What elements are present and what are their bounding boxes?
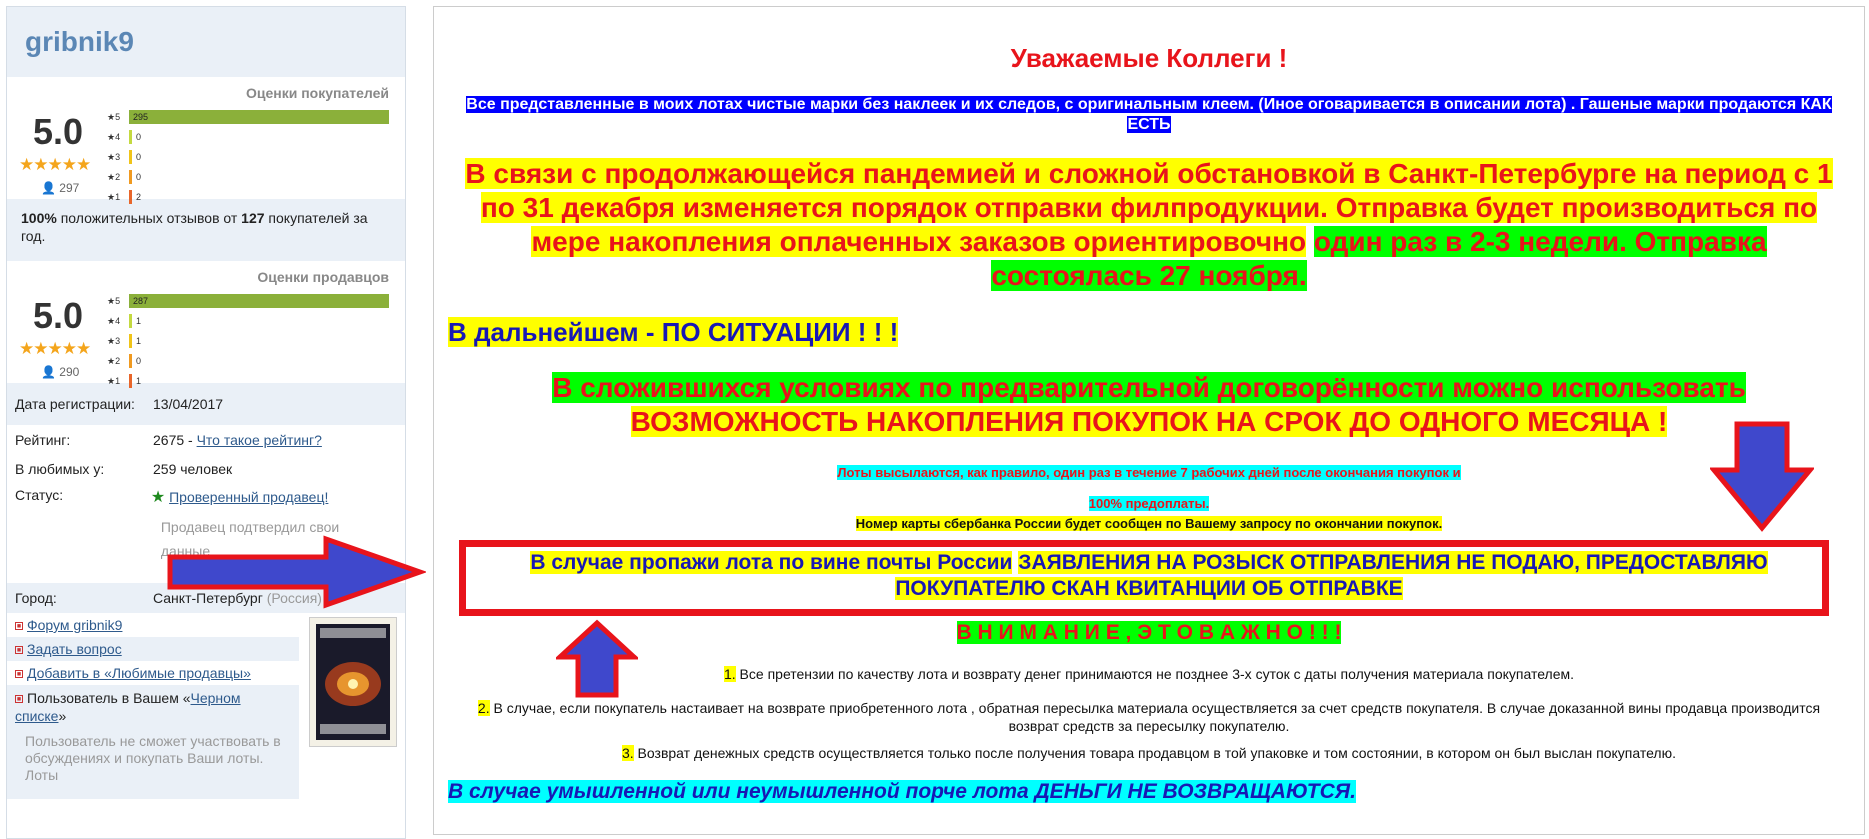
reg-label: Дата регистрации: [15,396,135,412]
buyer-bar-row [107,127,397,147]
city-value: Санкт-Петербург [153,590,263,606]
notice-title: Уважаемые Коллеги ! [1010,43,1288,73]
buyer-bar-fill [129,170,132,184]
seller-bar-row [107,371,397,391]
summary-pct: 100% [21,210,57,226]
forum-link[interactable]: Форум gribnik9 [27,617,123,633]
seller-bar-fill [129,314,132,328]
accumulate-line-2: ВОЗМОЖНОСТЬ НАКОПЛЕНИЯ ПОКУПОК НА СРОК ДО ОДНОГО МЕСЯЦА ! [630,406,1668,437]
seller-count [41,365,79,379]
rule-3-number: 3. [621,745,634,761]
buyer-bar-row [107,147,397,167]
stamp-thumbnail[interactable] [309,617,397,747]
buyer-bar-fill: 295 [129,110,389,124]
buyer-bar-row [107,187,397,207]
seller-bar-value: 1 [136,336,142,346]
summary-end: покупателей за год. [21,210,368,244]
city-country: (Россия) [266,590,322,606]
seller-bar-value: 1 [136,376,142,386]
seller-bar-fill: 287 [129,294,389,308]
summary-count: 127 [241,210,265,226]
seller-notice [433,6,1865,835]
buyer-bar-label: ★4 [107,131,121,142]
fav-value: 259 человек [153,461,233,477]
situation-line [448,317,898,347]
buyer-bar-fill [129,190,132,204]
stamps-notice: Все представленные в моих лотах чистые марки без наклеек и их следов, с оригинальным клеем. (Иное оговаривается в описании лота) . Гашеные марки продаются КАК ЕСТЬ [466,96,1832,133]
seller-rating-block [7,261,405,386]
seller-bar-row [107,291,397,311]
seller-bars [107,291,397,391]
bullet-icon: ■ [16,671,22,679]
attention-wrap [434,621,1864,645]
seller-name[interactable]: gribnik9 [7,7,405,77]
rule-3 [434,745,1864,761]
seller-rating-title: Оценки продавцов [257,269,389,285]
situation-pre: В дальнейшем [448,317,646,347]
seller-bar-fill [129,334,132,348]
buyer-bar-label: ★3 [107,151,121,162]
blacklist-post: » [58,708,67,724]
card-notice: Номер карты сбербанка России будет сообщен по Вашему запросу по окончании покупок. [855,516,1443,531]
buyer-bar-fill [129,150,132,164]
seller-bar-label: ★4 [107,315,121,326]
final-warning-1: В случае умышленной или неумышленной порче лота [448,780,1035,803]
seller-bar-value: 0 [136,356,142,366]
ask-link-row [7,637,299,661]
buyer-score: 5.0 [33,111,84,152]
seller-bar-value: 1 [136,316,142,326]
rule-2 [474,699,1824,735]
seller-stars: ★★★★★ [19,339,91,358]
buyer-count [41,181,79,195]
seller-links [7,613,405,799]
accumulate-notice [448,371,1850,439]
seller-score: 5.0 [33,295,84,336]
blacklist-link[interactable]: Черном списке [15,690,241,724]
pandemic-green: один раз в 2-3 недели. Отправка состоялась 27 ноября. [991,226,1767,291]
seller-count-value: 290 [59,365,80,379]
feedback-summary [7,199,405,261]
seller-bar-row [107,331,397,351]
rating-row [7,425,405,455]
buyer-bar-row [107,167,397,187]
buyer-bar-label: ★2 [107,171,121,182]
seller-bar-fill [129,374,132,388]
situation-notice [448,317,898,348]
rule-3-text: Возврат денежных средств осуществляется только после получения товара продавцом в той упаковке и том состоянии, в котором он был выслан покупателю. [633,745,1676,761]
status-label: Статус: [15,487,64,503]
rating-label: Рейтинг: [15,432,71,448]
lost-parcel-notice [484,550,1814,602]
seller-bar-label: ★5 [107,295,121,306]
add-favorite-link[interactable]: Добавить в «Любимые продавцы» [27,665,251,681]
lost-parcel-line-1: В случае пропажи лота по вине почты России [530,551,1013,574]
bullet-icon: ■ [16,696,22,704]
blacklist-note: Пользователь не сможет участвовать в обсуждениях и покупать Ваши лоты. Лоты [7,729,299,799]
galaxy-stamp-icon [316,624,390,740]
buyer-bar-label: ★5 [107,111,121,122]
final-warning-2: ДЕНЬГИ НЕ ВОЗВРАЩАЮТСЯ. [1034,780,1356,803]
seller-bar-row [107,311,397,331]
arrow-right-icon [166,535,426,609]
status-note-1: Продавец подтвердил свои [160,519,340,535]
verified-seller-link[interactable]: Проверенный продавец! [169,489,329,505]
user-icon: 👤 [41,365,60,379]
lost-parcel-line-2: ЗАЯВЛЕНИЯ НА РОЗЫСК ОТПРАВЛЕНИЯ НЕ ПОДАЮ, ПРЕДОСТАВЛЯЮ ПОКУПАТЕЛЮ СКАН КВИТАНЦИИ ОБ ОТПРАВКЕ [895,551,1768,600]
fav-row [7,455,405,483]
verified-star-icon: ★ [150,489,166,506]
buyer-bar-value: 0 [136,132,142,142]
shipping-line-2: 100% предоплаты. [1088,496,1210,511]
bullet-icon: ■ [16,647,22,655]
seller-bar-row [107,351,397,371]
stamps-notice-wrap [464,95,1834,135]
forum-link-row [7,613,299,637]
buyer-count-value: 297 [59,181,80,195]
shipping-notice [434,457,1864,519]
accumulate-line-1: В сложившихся условиях по предварительной договорённости можно использовать [552,372,1746,403]
arrow-down-icon [1710,420,1814,532]
card-notice-wrap [434,516,1864,531]
buyer-bar-label: ★1 [107,191,121,202]
situation-post: - ПО СИТУАЦИИ ! ! ! [645,317,899,347]
status-note-2: данные. [160,543,215,559]
fav-label: В любимых у: [15,461,105,477]
buyer-bar-row [107,107,397,127]
final-warning [448,780,1356,804]
rule-1-text: Все претензии по качеству лота и возврату денег принимаются не позднее 3-х суток с даты получения материала покупателем. [735,666,1574,682]
rating-value: 2675 - [153,432,197,448]
ask-question-link[interactable]: Задать вопрос [27,641,122,657]
bullet-icon: ■ [16,623,22,631]
buyer-stars: ★★★★★ [19,155,91,174]
seller-bar-label: ★2 [107,355,121,366]
rule-1 [434,666,1864,682]
city-label: Город: [15,590,57,606]
buyer-rating-title: Оценки покупателей [245,85,389,101]
rule-2-text: В случае, если покупатель настаивает на возврате приобретенного лота , обратная пересылка материала осуществляется за счет средств покупателя. В случае доказанной вины продавца производится возврат средств за пересылку покупателю. [489,700,1821,734]
blacklist-row [7,685,299,729]
buyer-bar-fill [129,130,132,144]
favorite-link-row [7,661,299,685]
seller-bar-label: ★3 [107,335,121,346]
buyer-bars [107,107,397,207]
reg-value: 13/04/2017 [153,396,224,412]
seller-bar-label: ★1 [107,375,121,386]
summary-mid: положительных отзывов от [56,210,242,226]
seller-bar-fill [129,354,132,368]
user-icon: 👤 [41,181,60,195]
rating-value-wrap [153,432,322,448]
blacklist-pre: Пользователь в Вашем « [27,690,191,706]
buyer-rating-block [7,77,405,202]
rule-2-number: 2. [477,700,490,716]
arrow-up-icon [556,619,638,699]
buyer-bar-value: 0 [136,172,142,182]
buyer-bar-value: 2 [136,192,142,202]
seller-sidebar [6,6,406,839]
pandemic-main: В связи с продолжающейся пандемией и сложной обстановкой в Санкт-Петербурге на период с 1 по 31 декабря изменяется порядок отправки филпродукции. Отправка будет производиться по мере накопления оплаченных заказов ориентировочно [465,158,1833,257]
final-warning-line [448,780,1356,803]
pandemic-notice [448,157,1850,293]
rating-help-link[interactable]: Что такое рейтинг? [196,432,322,448]
shipping-line-1: Лоты высылаются, как правило, один раз в течение 7 рабочих дней после окончания покупок и [837,465,1461,480]
attention-banner: В Н И М А Н И Е , Э Т О В А Ж Н О ! ! ! [956,621,1342,644]
buyer-bar-value: 0 [136,152,142,162]
rule-1-number: 1. [723,666,736,682]
